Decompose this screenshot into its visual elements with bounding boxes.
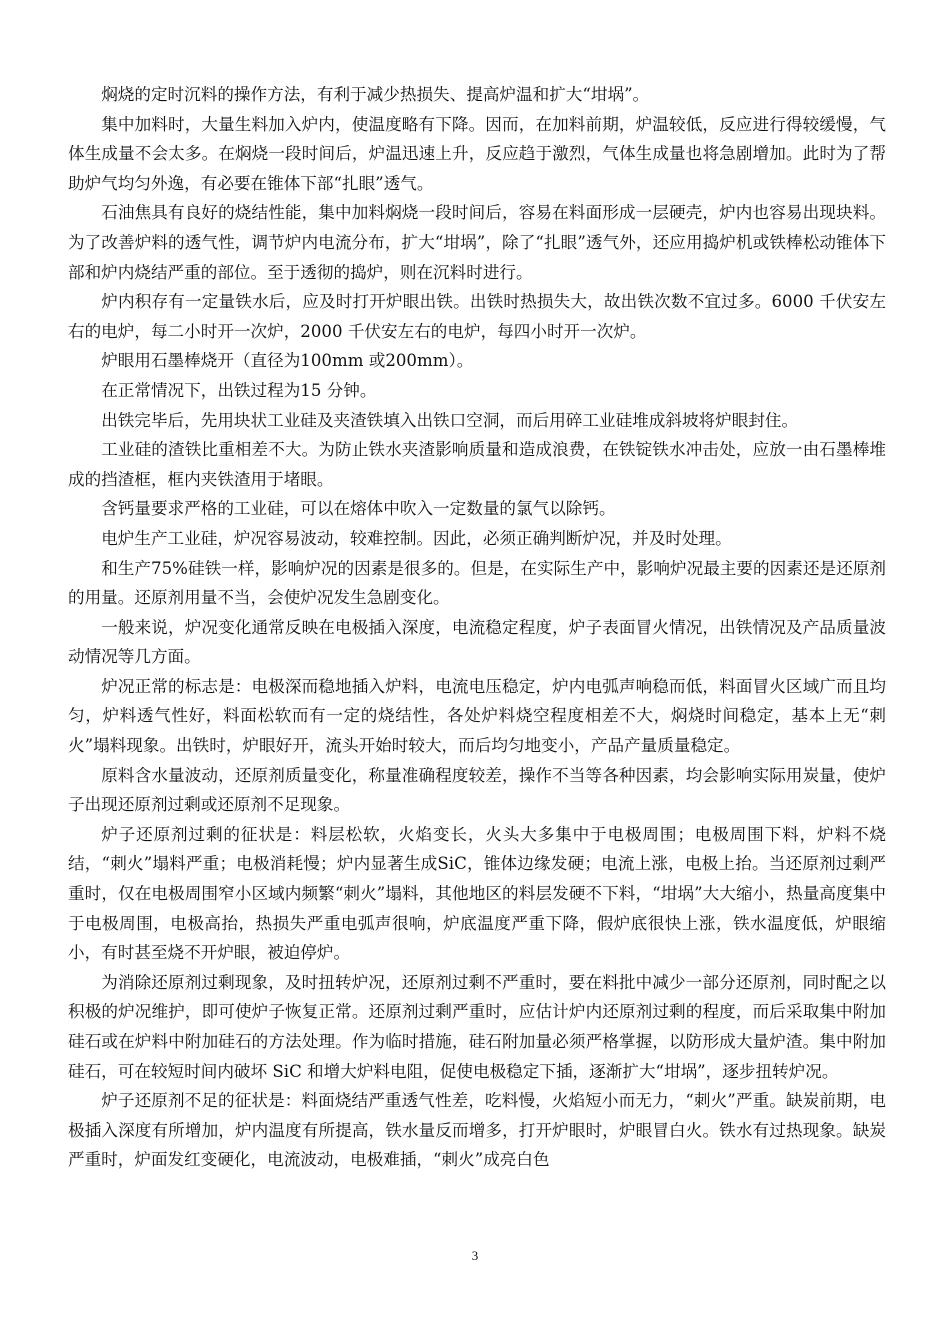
paragraph-8: 工业硅的渣铁比重相差不大。为防止铁水夹渣影响质量和造成浪费，在铁锭铁水冲击处，应放一由石墨棒堆成的挡渣框，框内夹铁渣用于堵眼。 [68, 440, 886, 489]
paragraph-7: 出铁完毕后，先用块状工业硅及夹渣铁填入出铁口空洞，而后用碎工业硅堆成斜坡将炉眼封住。 [101, 410, 799, 430]
page-number: 3 [471, 1248, 479, 1263]
paragraph-12: 一般来说，炉况变化通常反映在电极插入深度，电流稳定程度，炉子表面冒火情况，出铁情况及产品质量波动情况等几方面。 [68, 617, 886, 667]
paragraph-6: 在正常情况下，出铁过程为15 分钟。 [101, 380, 377, 400]
paragraph-14: 原料含水量波动，还原剂质量变化，称量准确程度较差，操作不当等各种因素，均会影响实际用炭量，使炉子出现还原剂过剩或还原剂不足现象。 [68, 765, 886, 815]
paragraph-9: 含钙量要求严格的工业硅，可以在熔体中吹入一定数量的氯气以除钙。 [101, 499, 616, 519]
paragraph-11: 和生产75%硅铁一样，影响炉况的因素是很多的。但是，在实际生产中，影响炉况最主要的因素还是还原剂的用量。还原剂用量不当，会使炉况发生急剧变化。 [68, 558, 886, 608]
paragraph-2: 集中加料时，大量生料加入炉内，使温度略有下降。因而，在加料前期，炉温较低，反应进行得较缓慢，气体生成量不会太多。在焖烧一段时间后，炉温迅速上升，反应趋于激烈，气体生成量也将急剧增加。此时为了帮助炉气均匀外逸，有必要在锥体下部“扎眼”透气。 [68, 114, 886, 193]
paragraph-16: 为消除还原剂过剩现象，及时扭转炉况，还原剂过剩不严重时，要在料批中减少一部分还原剂，同时配之以积极的炉况维护，即可使炉子恢复正常。还原剂过剩严重时，应估计炉内还原剂过剩的程度，而后采取集中附加硅石或在炉料中附加硅石的方法处理。作为临时措施，硅石附加量必须严格掌握，以防形成大量炉渣。集中附加硅石，可在较短时间内破坏 SiC 和增大炉料电阻，促使电极稳定下插，逐渐扩大“坩埚”，逐步扭转炉况。 [68, 972, 886, 1081]
paragraph-1: 焖烧的定时沉料的操作方法，有利于减少热损失、提高炉温和扩大“坩埚”。 [101, 85, 650, 104]
paragraph-15: 炉子还原剂过剩的征状是：料层松软，火焰变长，火头大多集中于电极周围；电极周围下料，炉料不烧结，“刺火”塌料严重；电极消耗慢；炉内显著生成SiC，锥体边缘发硬；电流上涨，电极上抬。当还原剂过剩严重时，仅在电极周围窄小区域内频繁“刺火”塌料，其他地区的料层发硬不下料，“坩埚”大大缩小，热量高度集中于电极周围，电极高抬，热损失严重电弧声很响，炉底温度严重下降，假炉底很快上涨，铁水温度低，炉眼缩小，有时甚至烧不开炉眼，被迫停炉。 [68, 824, 886, 963]
paragraph-4: 炉内积存有一定量铁水后，应及时打开炉眼出铁。出铁时热损失大，故出铁次数不宜过多。6000 千伏安左右的电炉，每二小时开一次炉，2000 千伏安左右的电炉，每四小时开一次炉。 [68, 292, 886, 341]
paragraph-5: 炉眼用石墨棒烧开（直径为100mm 或200mm）。 [101, 351, 474, 371]
paragraph-3: 石油焦具有良好的烧结性能，集中加料焖烧一段时间后，容易在料面形成一层硬壳，炉内也容易出现块料。为了改善炉料的透气性，调节炉内电流分布，扩大“坩埚”，除了“扎眼”透气外，还应用捣炉机或铁棒松动锥体下部和炉内烧结严重的部位。至于透彻的捣炉，则在沉料时进行。 [68, 203, 886, 282]
paragraph-13: 炉况正常的标志是：电极深而稳地插入炉料，电流电压稳定，炉内电弧声响稳而低，料面冒火区域广而且均匀，炉料透气性好，料面松软而有一定的烧结性，各处炉料烧空程度相差不大，焖烧时间稳定，基本上无“刺火”塌料现象。出铁时，炉眼好开，流头开始时较大，而后均匀地变小，产品产量质量稳定。 [68, 676, 886, 756]
paragraph-17: 炉子还原剂不足的征状是：料面烧结严重透气性差，吃料慢，火焰短小而无力，“刺火”严重。缺炭前期，电极插入深度有所增加，炉内温度有所提高，铁水量反而增多，打开炉眼时，炉眼冒白火。铁水有过热现象。缺炭严重时，炉面发红变硬化，电流波动，电极难插，“刺火”成亮白色 [68, 1091, 886, 1170]
paragraph-10: 电炉生产工业硅，炉况容易波动，较难控制。因此，必须正确判断炉况，并及时处理。 [101, 528, 732, 548]
body-text [68, 80, 886, 1175]
